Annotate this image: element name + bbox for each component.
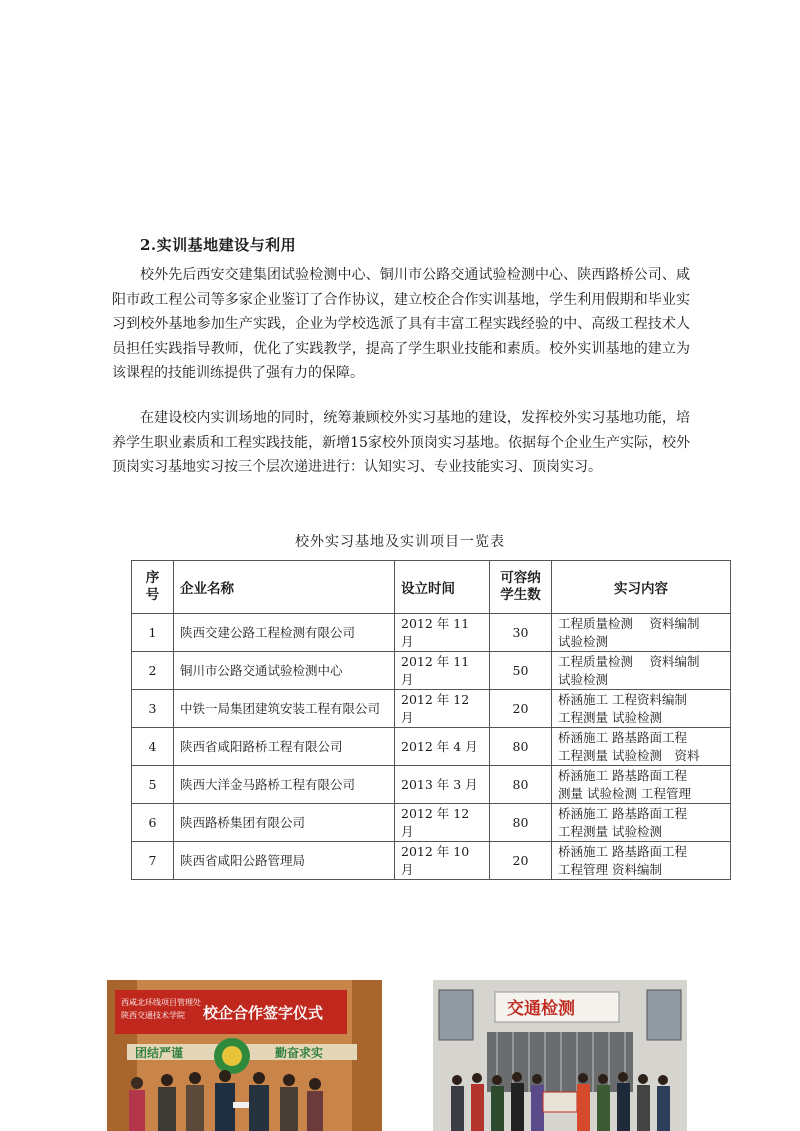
cell-content	[552, 728, 731, 766]
cell-content	[552, 804, 731, 842]
cell-name: 铜川市公路交通试验检测中心	[174, 652, 395, 690]
internship-base-table	[131, 560, 731, 880]
cell-content	[552, 652, 731, 690]
content-line-2: 试验检测	[558, 671, 609, 687]
banner-line1: 西咸北环线项目管理处	[121, 998, 201, 1007]
section-heading: 2.实训基地建设与利用	[140, 236, 297, 254]
header-cap-line1: 可容纳	[500, 570, 541, 586]
cell-capacity: 80	[490, 766, 552, 804]
cell-no: 7	[132, 842, 174, 880]
cell-no: 1	[132, 614, 174, 652]
cell-content	[552, 842, 731, 880]
cell-capacity: 30	[490, 614, 552, 652]
content-line-1: 桥涵施工 路基路面工程	[558, 805, 687, 821]
cell-name: 陕西省咸阳公路管理局	[174, 842, 395, 880]
content-line-2: 工程测量 试验检测	[558, 709, 662, 725]
table-row	[132, 766, 731, 804]
cell-capacity: 20	[490, 842, 552, 880]
cell-name: 陕西路桥集团有限公司	[174, 804, 395, 842]
cell-no: 4	[132, 728, 174, 766]
header-capacity	[490, 561, 552, 614]
wall-slogan-left: 团结严谨	[135, 1046, 184, 1060]
group-photo	[433, 980, 687, 1131]
signing-ceremony-photo	[107, 980, 382, 1131]
cell-capacity: 20	[490, 690, 552, 728]
cell-date: 2012 年 11 月	[395, 652, 490, 690]
cell-content	[552, 614, 731, 652]
table-header-row	[132, 561, 731, 614]
cell-content	[552, 690, 731, 728]
cell-name: 中铁一局集团建筑安装工程有限公司	[174, 690, 395, 728]
content-line-2: 工程测量 试验检测	[558, 823, 662, 839]
cell-capacity: 80	[490, 804, 552, 842]
wall-slogan-right: 勤奋求实	[275, 1046, 324, 1060]
header-date: 设立时间	[395, 561, 490, 614]
cell-date: 2012 年 12 月	[395, 690, 490, 728]
banner-line2: 陕西交通技术学院	[121, 1011, 185, 1020]
cell-date: 2012 年 12 月	[395, 804, 490, 842]
paragraph-2: 在建设校内实训场地的同时，统筹兼顾校外实习基地的建设，发挥校外实习基地功能，培养学生职业素质和工程实践技能，新增15家校外顶岗实习基地。依据每个企业生产实际，校外顶岗实习基地实习按三个层次递进进行：认知实习、专业技能实习、顶岗实习。	[112, 410, 690, 475]
header-no	[132, 561, 174, 614]
content-line-1: 桥涵施工 路基路面工程	[558, 729, 687, 745]
header-name: 企业名称	[174, 561, 395, 614]
table-row	[132, 614, 731, 652]
cell-no: 3	[132, 690, 174, 728]
table-row	[132, 842, 731, 880]
paragraph-1: 校外先后西安交建集团试验检测中心、铜川市公路交通试验检测中心、陕西路桥公司、咸阳市政工程公司等多家企业鉴订了合作协议，建立校企合作实训基地，学生利用假期和毕业实习到校外基地参加生产实践，企业为学校选派了具有丰富工程实践经验的中、高级工程技术人员担任实践指导教师，优化了实践教学，提高了学生职业技能和素质。校外实训基地的建立为该课程的技能训练提供了强有力的保障。	[112, 267, 690, 381]
content-line-1: 桥涵施工 路基路面工程	[558, 767, 687, 783]
table-row	[132, 804, 731, 842]
cell-capacity: 80	[490, 728, 552, 766]
cell-content	[552, 766, 731, 804]
content-line-2: 试验检测	[558, 633, 609, 649]
cell-no: 5	[132, 766, 174, 804]
table-caption: 校外实习基地及实训项目一览表	[295, 534, 505, 550]
cell-no: 2	[132, 652, 174, 690]
table-row	[132, 652, 731, 690]
sign-text: 交通检测	[507, 999, 575, 1019]
cell-date: 2012 年 4 月	[395, 728, 490, 766]
content-line-1: 工程质量检测 资料编制	[558, 653, 700, 669]
content-line-2: 测量 试验检测 工程管理	[558, 785, 691, 801]
content-line-2: 工程管理 资料编制	[558, 861, 662, 877]
content-line-2: 工程测量 试验检测 资料	[558, 747, 700, 763]
header-content: 实习内容	[552, 561, 731, 614]
table-row	[132, 690, 731, 728]
content-line-1: 桥涵施工 工程资料编制	[558, 691, 687, 707]
cell-name: 陕西交建公路工程检测有限公司	[174, 614, 395, 652]
content-line-1: 桥涵施工 路基路面工程	[558, 843, 687, 859]
cell-name: 陕西大洋金马路桥工程有限公司	[174, 766, 395, 804]
cell-capacity: 50	[490, 652, 552, 690]
banner-title: 校企合作签字仪式	[203, 1004, 324, 1022]
cell-no: 6	[132, 804, 174, 842]
table-row	[132, 728, 731, 766]
header-no-line1: 序	[145, 570, 160, 586]
header-no-line2: 号	[145, 587, 160, 603]
content-line-1: 工程质量检测 资料编制	[558, 615, 700, 631]
cell-date: 2012 年 10 月	[395, 842, 490, 880]
cell-date: 2013 年 3 月	[395, 766, 490, 804]
header-cap-line2: 学生数	[500, 587, 541, 603]
cell-name: 陕西省咸阳路桥工程有限公司	[174, 728, 395, 766]
cell-date: 2012 年 11 月	[395, 614, 490, 652]
